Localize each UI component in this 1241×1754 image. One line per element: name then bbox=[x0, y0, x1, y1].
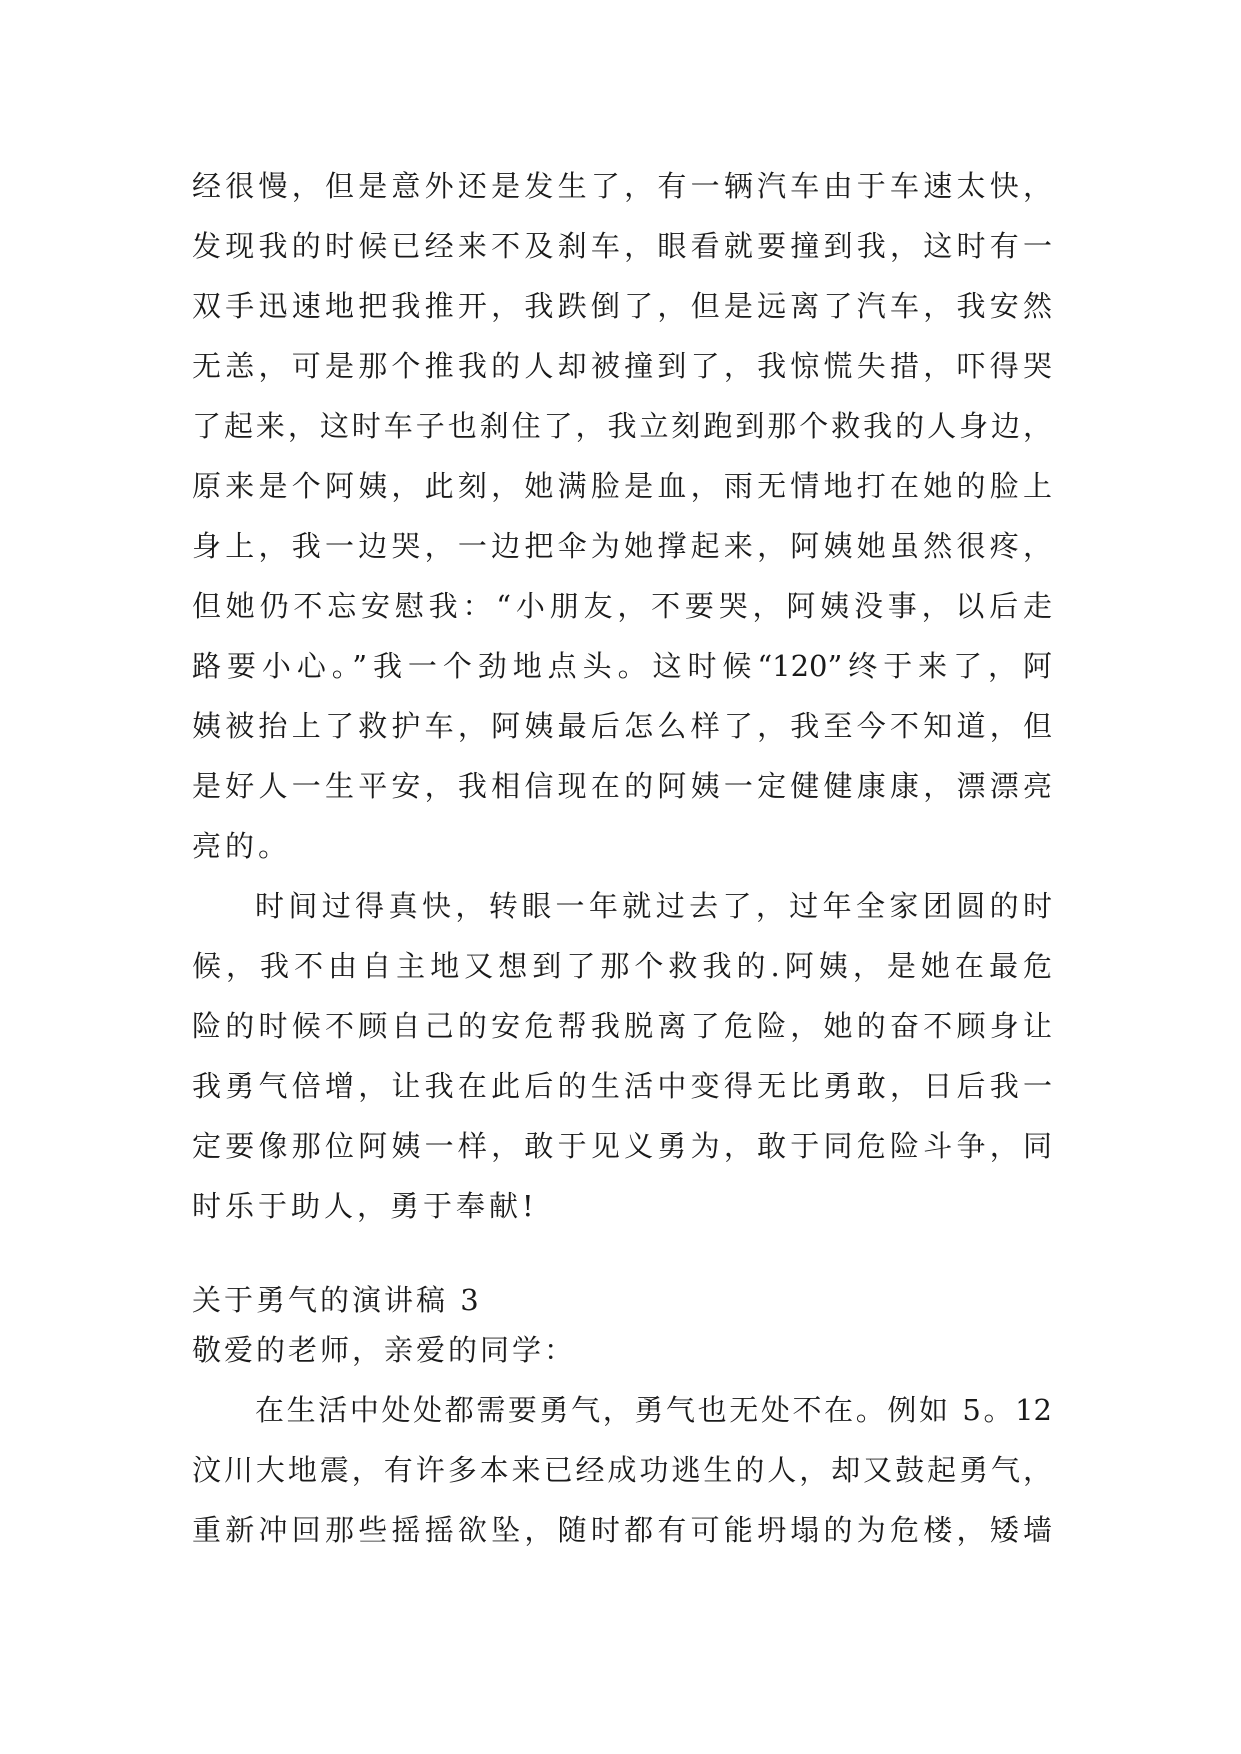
paragraph-line: 无恙，可是那个推我的人却被撞到了，我惊慌失措，吓得哭 bbox=[192, 349, 1052, 383]
salutation: 敬爱的老师，亲爱的同学： bbox=[192, 1333, 577, 1367]
paragraph-line: 汶川大地震，有许多本来已经成功逃生的人，却又鼓起勇气， bbox=[192, 1453, 1052, 1487]
paragraph-line: 我勇气倍增，让我在此后的生活中变得无比勇敢，日后我一 bbox=[192, 1069, 1052, 1103]
paragraph-line: 了起来，这时车子也刹住了，我立刻跑到那个救我的人身边， bbox=[192, 409, 1052, 443]
paragraph-line: 双手迅速地把我推开，我跌倒了，但是远离了汽车，我安然 bbox=[192, 289, 1052, 323]
paragraph-line: 时间过得真快，转眼一年就过去了，过年全家团圆的时 bbox=[255, 889, 1052, 923]
paragraph-line: 重新冲回那些摇摇欲坠，随时都有可能坍塌的为危楼，矮墙 bbox=[192, 1513, 1052, 1547]
paragraph-line: 原来是个阿姨，此刻，她满脸是血，雨无情地打在她的脸上 bbox=[192, 469, 1052, 503]
paragraph-line: 候，我不由自主地又想到了那个救我的.阿姨，是她在最危 bbox=[192, 949, 1052, 983]
paragraph-line: 定要像那位阿姨一样，敢于见义勇为，敢于同危险斗争，同 bbox=[192, 1129, 1052, 1163]
paragraph-line: 发现我的时候已经来不及刹车，眼看就要撞到我，这时有一 bbox=[192, 229, 1052, 263]
paragraph-line: 时乐于助人，勇于奉献! bbox=[192, 1189, 538, 1223]
paragraph-line: 路要小心。”我一个劲地点头。这时候“120”终于来了，阿 bbox=[192, 649, 1052, 683]
section-heading: 关于勇气的演讲稿 3 bbox=[192, 1283, 482, 1317]
paragraph-line: 险的时候不顾自己的安危帮我脱离了危险，她的奋不顾身让 bbox=[192, 1009, 1052, 1043]
paragraph-line: 身上，我一边哭，一边把伞为她撑起来，阿姨她虽然很疼， bbox=[192, 529, 1052, 563]
paragraph-line: 是好人一生平安，我相信现在的阿姨一定健健康康，漂漂亮 bbox=[192, 769, 1052, 803]
paragraph-line: 经很慢，但是意外还是发生了，有一辆汽车由于车速太快， bbox=[192, 169, 1052, 203]
paragraph-line: 在生活中处处都需要勇气，勇气也无处不在。例如 5。12 bbox=[255, 1393, 1052, 1427]
paragraph-line: 亮的。 bbox=[192, 829, 292, 863]
paragraph-line: 但她仍不忘安慰我：“小朋友，不要哭，阿姨没事，以后走 bbox=[192, 589, 1052, 623]
paragraph-line: 姨被抬上了救护车，阿姨最后怎么样了，我至今不知道，但 bbox=[192, 709, 1052, 743]
